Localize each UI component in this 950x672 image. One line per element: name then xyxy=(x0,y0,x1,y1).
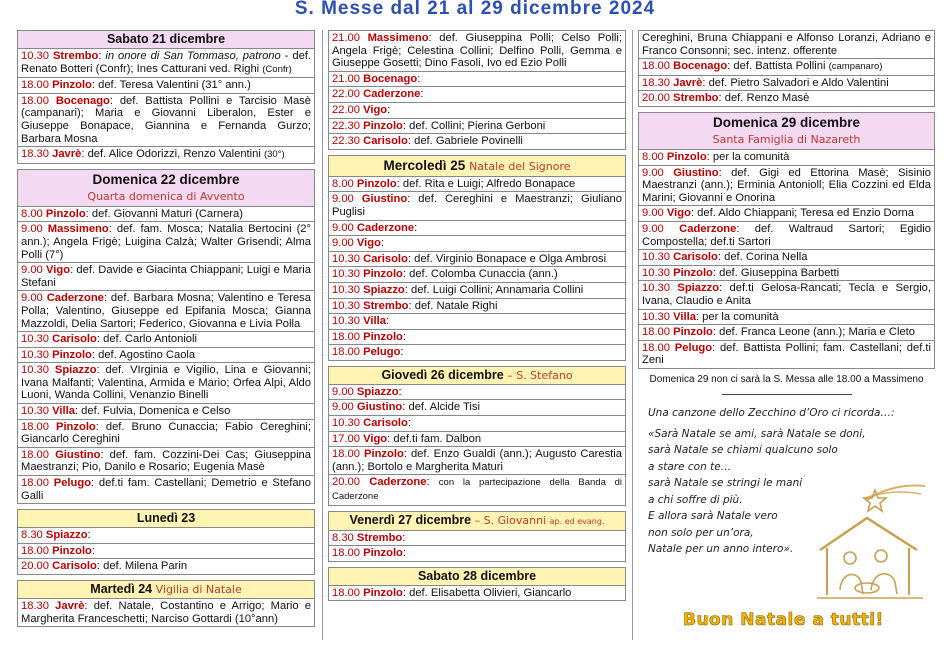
mass-intention: : def. Natale, Costantino e Arrigo; Mario e Margherita Franceschetti; Narciso Gottardi (10°ann) xyxy=(21,600,312,625)
mass-entry xyxy=(328,299,626,315)
mass-entry xyxy=(17,348,315,364)
mass-intention: : def. Gabriele Povinelli xyxy=(407,135,523,148)
mass-intention: : def. Giuseppina Barbetti xyxy=(712,266,840,279)
mass-location: Pelugo xyxy=(674,341,713,354)
mass-time: 20.00 xyxy=(642,92,670,105)
mass-location: Carisolo xyxy=(52,333,97,346)
mass-location: Giustino xyxy=(356,401,403,414)
day-header xyxy=(17,169,315,207)
mass-time: 18.00 xyxy=(642,60,670,73)
mass-time: 9.00 xyxy=(332,221,354,234)
mass-location: Carisolo xyxy=(363,252,408,265)
mass-entry xyxy=(328,236,626,252)
mass-entry xyxy=(17,559,315,575)
mass-intention: : xyxy=(414,221,418,234)
liturgical-note: Natale del Signore xyxy=(469,159,571,173)
liturgical-note: Quarta domenica di Avvento xyxy=(87,189,245,203)
mass-intention: : def. Virginio Bonapace e Olga Ambrosi xyxy=(407,252,607,265)
mass-time: 10.30 xyxy=(21,405,49,418)
liturgical-note: – S. Giovanni xyxy=(474,513,547,527)
liturgical-note: – S. Stefano xyxy=(507,368,573,382)
mass-entry xyxy=(638,30,935,59)
song-line: E allora sarà Natale vero xyxy=(648,510,778,523)
mass-location: Massimeno xyxy=(47,223,109,236)
mass-location: Caderzone xyxy=(363,88,421,101)
mass-intention-small: con la partecipazione della Banda di Caderzone xyxy=(332,477,623,503)
mass-time: 20.00 xyxy=(21,560,49,573)
mass-entry xyxy=(328,72,626,88)
mass-intention: : def. Giuseppina Polli; Celso Polli; Angela Frigè; Celestina Collini; Delfino Polli, Gemma e Giuseppe Gosetti; Dino Fasoli, Ivo ed Ezio Polli xyxy=(332,32,623,70)
mass-entry: 10.30 Strembo: in onore di San Tommaso, patrono - def. Renato Botteri (Confr); Ines Catturani ved. Righi (Confr) xyxy=(17,49,315,78)
mass-intention: : def. Collini; Pierina Gerboni xyxy=(402,119,546,132)
mass-entry xyxy=(638,266,935,282)
mass-intention: : def. Corina Nella xyxy=(717,251,808,264)
mass-intention: : def. fam. Cozzini-Dei Cas; Giuseppina Maestranzi; Pio, Danilo e Rosario; Eugenia Masè xyxy=(21,448,312,474)
mass-entry xyxy=(17,420,315,448)
mass-location: Villa xyxy=(52,405,75,418)
mass-time: 18.00 xyxy=(21,544,49,557)
mass-time: 10.30 xyxy=(332,268,360,281)
day-section xyxy=(17,580,315,627)
mass-location: Strembo xyxy=(363,299,409,312)
mass-entry xyxy=(638,341,935,369)
mass-intention: : def. Agostino Caola xyxy=(91,348,196,361)
day-title: Domenica 22 dicembre xyxy=(92,171,240,187)
mass-entry xyxy=(17,332,315,348)
mass-entry xyxy=(328,400,626,416)
mass-intention: : xyxy=(417,72,421,85)
song-line: non solo per un’ora, xyxy=(648,526,754,539)
mass-intention: : xyxy=(380,237,385,250)
mass-time: 8.00 xyxy=(642,150,664,163)
mass-entry xyxy=(17,363,315,404)
mass-location: Villa xyxy=(363,315,386,328)
mass-location: Massimeno xyxy=(367,32,429,44)
song-line: Natale per un anno intero». xyxy=(648,543,794,556)
mass-time: 21.00 xyxy=(332,72,360,85)
day-header xyxy=(17,30,315,49)
mass-location: Spiazzo xyxy=(356,385,399,398)
mass-time: 21.00 xyxy=(332,32,360,44)
mass-time: 22.00 xyxy=(332,88,360,101)
mass-intention: : def. Enzo Gualdi (ann.); Augusto Carestia (ann.); Bortolo e Margherita Maturi xyxy=(332,448,622,473)
liturgical-note: Vigilia di Natale xyxy=(155,583,242,596)
mass-location: Strembo xyxy=(52,50,99,62)
mass-location: Pinzolo xyxy=(356,177,397,190)
mass-entry xyxy=(328,531,626,547)
day-section xyxy=(17,169,315,504)
mass-entry xyxy=(328,267,626,283)
mass-location: Pinzolo xyxy=(363,330,403,343)
day-section xyxy=(328,155,626,361)
mass-time: 9.00 xyxy=(332,237,354,250)
mass-time: 18.00 xyxy=(332,586,360,599)
mass-location: Carisolo xyxy=(673,251,718,264)
mass-intention: : def. Franca Leone (ann.); Maria e Cleto xyxy=(712,326,915,339)
mass-location: Bocenago xyxy=(673,60,728,73)
mass-intention: : xyxy=(402,547,406,560)
column-divider xyxy=(322,30,323,640)
song-line: a stare con te… xyxy=(648,460,732,473)
mass-time: 18.30 xyxy=(21,600,49,612)
mass-intention: : def. Barbara Mosna; Valentino e Teresa Polla; Valentino, Giuseppe ed Epifania Mosca; Gianna Mazzoldi, Delia Sartori; Federico, Giovanna e Livia Polla xyxy=(21,292,311,330)
mass-time: 10.30 xyxy=(332,417,360,430)
mass-entry xyxy=(328,330,626,346)
day-title: Martedì 24 xyxy=(90,582,153,596)
mass-time: 18.00 xyxy=(642,341,670,354)
mass-intention: : def. Giovanni Maturi (Carnera) xyxy=(85,207,243,220)
mass-location: Vigo xyxy=(666,207,691,220)
mass-entry xyxy=(638,166,935,207)
mass-entry xyxy=(17,404,315,420)
mass-location: Pinzolo xyxy=(52,544,92,557)
mass-location: Villa xyxy=(673,310,696,323)
day-section xyxy=(638,112,935,369)
day-title: Lunedì 23 xyxy=(136,511,196,526)
mass-time: 10.30 xyxy=(21,333,49,346)
mass-time: 17.00 xyxy=(332,432,360,445)
mass-location: Pinzolo xyxy=(363,586,403,599)
mass-entry xyxy=(328,221,626,237)
mass-entry xyxy=(17,599,315,627)
mass-entry xyxy=(17,207,315,223)
day-title: Mercoledì 25 xyxy=(383,157,466,173)
mass-location: Pinzolo xyxy=(673,266,713,279)
mass-time: 9.00 xyxy=(642,166,664,179)
mass-entry xyxy=(638,250,935,266)
mass-entry xyxy=(328,416,626,432)
mass-location: Vigo xyxy=(356,237,381,250)
mass-entry xyxy=(328,475,626,505)
mass-location: Pinzolo xyxy=(55,420,96,433)
day-header xyxy=(328,366,626,385)
liturgical-note-small: ap. ed evang. xyxy=(549,516,605,526)
mass-intention: : def. Alice Odorizzi, Renzo Valentini xyxy=(81,148,264,161)
mass-entry xyxy=(328,30,626,72)
mass-entry xyxy=(17,476,315,504)
mass-entry xyxy=(638,222,935,250)
mass-time: 9.00 xyxy=(332,193,354,206)
mass-entry xyxy=(328,432,626,448)
mass-entry xyxy=(328,252,626,268)
mass-entry xyxy=(638,150,935,166)
mass-intention: : xyxy=(87,529,91,542)
mass-time: 18.30 xyxy=(21,148,49,161)
mass-location: Javrè xyxy=(673,76,703,89)
song-line: sarà Natale se chiami qualcuno solo xyxy=(648,444,838,457)
mass-time: 20.00 xyxy=(332,476,360,489)
mass-time: 18.00 xyxy=(642,326,670,339)
mass-entry xyxy=(328,134,626,150)
mass-time: 9.00 xyxy=(332,401,354,414)
mass-intention: : xyxy=(402,531,406,544)
mass-location: Spiazzo xyxy=(45,529,88,542)
mass-intention: : def. Luigi Collini; Annamaria Collini xyxy=(404,283,584,296)
mass-time: 10.30 xyxy=(332,283,360,296)
mass-time: 10.30 xyxy=(642,251,670,264)
mass-entry xyxy=(328,283,626,299)
mass-entry xyxy=(17,291,315,332)
day-header xyxy=(638,112,935,150)
mass-intention: : def. Waltraud Sartori; Egidio Compostella; def.ti Sartori xyxy=(642,222,932,248)
mass-intention: : def. Davide e Giacinta Chiappani; Luigi e Maria Stefani xyxy=(21,264,312,289)
mass-entry xyxy=(328,177,626,193)
mass-time: 22.30 xyxy=(332,119,360,132)
mass-intention-small: (campanaro) xyxy=(828,61,883,73)
mass-intention: : xyxy=(385,315,390,328)
liturgical-note: Santa Famiglia di Nazareth xyxy=(712,132,861,146)
mass-intention: : per la comunità xyxy=(695,310,779,323)
mass-entry xyxy=(17,94,315,147)
mass-intention: : def. Teresa Valentini (31° ann.) xyxy=(91,79,251,92)
mass-intention: : def.ti Gelosa-Rancati; Tecla e Sergio, Ivana, Claudio e Anita xyxy=(642,282,932,307)
mass-intention: : def. Natale Righi xyxy=(408,299,498,312)
mass-location: Caderzone xyxy=(679,222,737,235)
mass-intention: : per la comunità xyxy=(706,150,790,163)
mass-time: 9.00 xyxy=(21,223,43,236)
mass-time: 18.00 xyxy=(332,346,360,359)
mass-location: Giustino xyxy=(361,193,408,206)
mass-time: 10.30 xyxy=(332,315,360,328)
mass-location: Pelugo xyxy=(363,346,401,359)
mass-entry xyxy=(17,528,315,544)
mass-intention: : xyxy=(91,544,95,557)
mass-location: Pinzolo xyxy=(363,119,403,132)
mass-time: 18.00 xyxy=(332,448,360,461)
mass-time: 18.00 xyxy=(21,420,49,433)
mass-time: 18.00 xyxy=(21,477,49,490)
mass-intention: : def. Bruno Cunaccia; Fabio Cereghini; Giancarlo Cereghini xyxy=(21,420,312,446)
song-line: sarà Natale se stringi le mani xyxy=(648,477,803,490)
mass-intention: : def.ti fam. Castellani; Demetrio e Stefano Galli xyxy=(21,477,311,502)
mass-time: 10.30 xyxy=(332,252,360,265)
closing-greeting: Buon Natale a tutti! xyxy=(683,610,884,630)
mass-intention: : def. Elisabetta Olivieri, Giancarlo xyxy=(402,586,572,599)
mass-time: 8.00 xyxy=(332,177,354,190)
day-title: Venerdì 27 dicembre xyxy=(349,512,472,527)
mass-entry xyxy=(17,78,315,94)
schedule-column-2 xyxy=(328,30,626,606)
mass-location: Javrè xyxy=(55,600,85,612)
day-header xyxy=(328,567,626,586)
mass-time: 18.00 xyxy=(332,547,360,560)
mass-location: Carisolo xyxy=(363,417,408,430)
day-section xyxy=(17,30,315,164)
mass-intention: : def. Aldo Chiappani; Teresa ed Enzio Dorna xyxy=(690,207,915,220)
mass-intention-small: (30°) xyxy=(263,149,285,161)
day-header xyxy=(328,155,626,177)
mass-time: 18.00 xyxy=(21,448,49,461)
day-title: Sabato 28 dicembre xyxy=(417,568,537,583)
mass-intention: : xyxy=(398,385,402,398)
mass-intention: : xyxy=(387,103,391,116)
mass-intention: : def. Fulvia, Domenica e Celso xyxy=(74,405,231,418)
song-intro: Una canzone dello Zecchino d’Oro ci ricorda…: xyxy=(648,407,895,420)
day-section xyxy=(328,366,626,506)
divider-line xyxy=(722,394,852,395)
mass-entry xyxy=(328,192,626,220)
mass-intention: : def. Battista Pollini e Tarcisio Masè (campanari); Maria e Giovanni Liberalon, Ester e Giuseppe Bonapace, Giannina e Fernanda Gurzo; Barbara Mosna xyxy=(21,94,311,145)
mass-entry xyxy=(17,147,315,164)
mass-location: Javrè xyxy=(52,148,82,161)
mass-location: Carisolo xyxy=(52,560,97,573)
mass-location: Pelugo xyxy=(53,477,92,490)
mass-intention: : def. Battista Pollini xyxy=(727,60,829,73)
mass-location: Caderzone xyxy=(46,292,104,305)
mass-entry xyxy=(328,546,626,562)
mass-entry xyxy=(328,314,626,330)
mass-entry xyxy=(638,91,935,107)
day-header xyxy=(17,580,315,599)
day-section xyxy=(17,509,315,575)
mass-intention: : def. fam. Mosca; Natalia Bertocini (2° ann.); Angela Frigè; Luigina Calzà; Walter Grisendi; Alma Polli (7°) xyxy=(21,223,312,261)
day-header xyxy=(17,509,315,528)
mass-time: 9.00 xyxy=(21,292,43,305)
schedule-column-1 xyxy=(17,30,315,632)
mass-intention-note: in onore di San Tommaso, patrono xyxy=(105,50,281,62)
day-section xyxy=(638,30,935,107)
mass-location: Vigo xyxy=(363,432,388,445)
mass-intention: : def. Pietro Salvadori e Aldo Valentini xyxy=(702,76,889,89)
mass-location: Pinzolo xyxy=(363,547,403,560)
mass-time: 8.00 xyxy=(21,207,43,220)
mass-location: Vigo xyxy=(363,103,388,116)
mass-intention: : def. Carlo Antonioli xyxy=(96,333,197,346)
song-line: «Sarà Natale se ami, sarà Natale se doni, xyxy=(648,427,866,440)
mass-location: Caderzone xyxy=(369,476,427,489)
nativity-drawing xyxy=(805,470,935,605)
mass-entry xyxy=(638,59,935,76)
mass-location: Pinzolo xyxy=(363,268,403,281)
mass-location: Pinzolo xyxy=(364,448,404,461)
day-section xyxy=(328,30,626,150)
mass-time: 8.30 xyxy=(21,529,43,542)
mass-entry xyxy=(328,103,626,119)
mass-time: 10.30 xyxy=(642,310,670,323)
mass-entry xyxy=(638,76,935,92)
mass-intention: : def. Colomba Cunaccia (ann.) xyxy=(402,268,558,281)
mass-entry xyxy=(638,206,935,222)
mass-intention: : def. Rita e Luigi; Alfredo Bonapace xyxy=(396,177,576,190)
mass-time: 18.00 xyxy=(21,94,49,107)
mass-entry xyxy=(17,222,315,263)
mass-location: Pinzolo xyxy=(45,207,86,220)
mass-entry xyxy=(328,87,626,103)
mass-time: 18.30 xyxy=(642,76,670,89)
mass-time: 10.30 xyxy=(642,266,670,279)
mass-time: 10.30 xyxy=(21,364,49,377)
mass-location: Spiazzo xyxy=(363,283,405,296)
page-title: S. Messe dal 21 al 29 dicembre 2024 xyxy=(294,0,656,19)
mass-entry xyxy=(638,281,935,309)
mass-entry xyxy=(328,119,626,135)
mass-time: 22.00 xyxy=(332,103,360,116)
mass-intention: : def. Alcide Tisi xyxy=(402,401,480,414)
mass-intention: : xyxy=(402,330,406,343)
mass-entry xyxy=(328,447,626,475)
day-section xyxy=(328,567,626,602)
mass-entry xyxy=(17,448,315,476)
mass-entry xyxy=(638,325,935,341)
mass-time: 22.30 xyxy=(332,135,360,148)
mass-intention: : def. Battista Pollini; fam. Castellani; def.ti Zeni xyxy=(642,341,931,367)
mass-entry xyxy=(328,345,626,361)
song-line: a chi soffre di più. xyxy=(648,493,743,506)
mass-location: Pinzolo xyxy=(52,348,92,361)
mass-intention: : xyxy=(420,88,424,101)
mass-location: Pinzolo xyxy=(52,79,92,92)
mass-intention: : def. Renzo Masè xyxy=(718,92,810,105)
column-divider xyxy=(632,30,633,640)
massimeno-notice: Domenica 29 non ci sarà la S. Messa alle 18.00 a Massimeno xyxy=(649,373,924,385)
mass-intention: : def. Milena Parin xyxy=(96,560,188,573)
mass-entry xyxy=(17,544,315,560)
mass-time: 18.00 xyxy=(21,79,49,92)
mass-intention: : def. Cereghini e Maestranzi; Giuliano Puglisi xyxy=(332,193,622,218)
mass-entry xyxy=(328,586,626,602)
day-title: Sabato 21 dicembre xyxy=(106,32,226,46)
mass-time: 10.30 xyxy=(21,348,49,361)
mass-intention: : xyxy=(400,346,404,359)
day-title: Giovedì 26 dicembre xyxy=(381,367,504,382)
mass-time: 10.30 xyxy=(642,282,670,295)
mass-intention: : def. Gigi ed Ettorina Masè; Sisinio Maestranzi (ann.); Erminia Antonioll; Elia Cozzini ed Elda Marini; Giovanni e Onorina xyxy=(642,166,932,204)
mass-location: Pinzolo xyxy=(666,150,707,163)
mass-location: Bocenago xyxy=(55,94,110,107)
mass-entry xyxy=(328,385,626,401)
mass-intention: : xyxy=(426,476,439,489)
mass-location: Spiazzo xyxy=(54,364,97,377)
day-title: Domenica 29 dicembre xyxy=(712,114,861,130)
mass-time: 10.30 xyxy=(332,299,360,312)
mass-time: 9.00 xyxy=(21,264,43,277)
mass-time: 10.30 xyxy=(21,50,49,62)
mass-intention: Cereghini, Bruna Chiappani e Alfonso Loranzi, Adriano e Franco Consonni; sec. intenz. offerente xyxy=(642,32,931,57)
mass-time: 18.00 xyxy=(332,330,360,343)
mass-location: Spiazzo xyxy=(677,282,720,295)
mass-time: 9.00 xyxy=(642,222,664,235)
mass-location: Caderzone xyxy=(356,221,415,234)
mass-location: Bocenago xyxy=(363,72,418,85)
mass-location: Carisolo xyxy=(363,135,408,148)
day-header xyxy=(328,511,626,531)
mass-intention-small: (Confr) xyxy=(262,63,292,75)
mass-time: 8.30 xyxy=(332,531,354,544)
mass-time: 9.00 xyxy=(332,385,354,398)
mass-location: Pinzolo xyxy=(673,326,713,339)
mass-location: Giustino xyxy=(55,448,101,461)
mass-location: Strembo xyxy=(673,92,719,105)
mass-location: Strembo xyxy=(356,531,403,544)
mass-time: 9.00 xyxy=(642,207,664,220)
day-section xyxy=(328,511,626,562)
mass-intention: : def.ti fam. Dalbon xyxy=(387,432,482,445)
mass-location: Giustino xyxy=(673,166,719,179)
mass-intention: : xyxy=(407,417,411,430)
mass-entry xyxy=(17,263,315,291)
mass-entry xyxy=(638,310,935,326)
mass-location: Vigo xyxy=(46,264,71,277)
mass-intention: : def. VIrginia e Vigilio, Lina e Giovanni; Ivana Malfanti; Valentina, Armida e Mario; Orfea Alpi, Aldo Luoni, Wanda Collini, Venanzio Binelli xyxy=(21,364,312,402)
